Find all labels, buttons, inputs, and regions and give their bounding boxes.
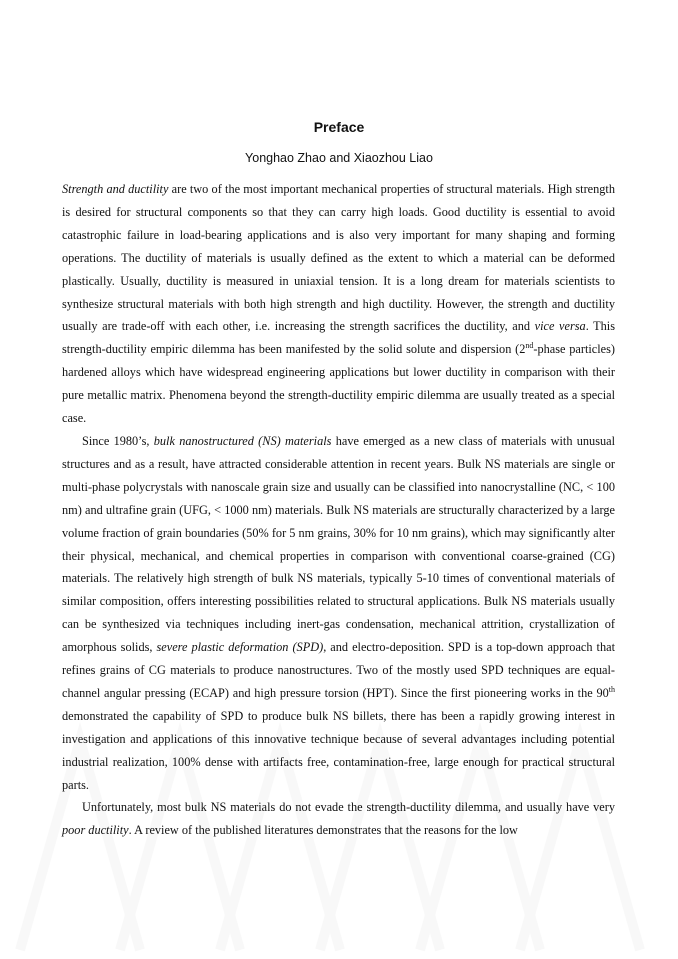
emphasis: vice versa <box>534 319 586 334</box>
superscript: nd <box>525 341 534 351</box>
emphasis: Strength and ductility <box>62 182 169 196</box>
page-title: Preface <box>313 119 365 135</box>
emphasis: poor ductility <box>62 823 129 838</box>
text-run: are two of the most important mechanical properties of structural materials. High strength is desired for structural components so that they can carry high loads. Good ductility is essential to avoid catastrophic failure in load-bearing applications and is also very important for many shaping and forming operations. The ductility of materials is usually defined as the extent to which a material can be deformed plastically. Usually, ductility is measured in uniaxial tension. It is a long dream for materials scientists to synthesize structural materials with both high strength and high ductility. However, the strength and ductility usually are trade-off with each other, i.e. increasing the strength sacrifices the ductility, and <box>62 182 616 334</box>
paragraph-3 <box>62 796 615 842</box>
body-text <box>62 178 615 842</box>
text-run: -phase particles) hardened alloys which have widespread engineering applications but lower ductility in comparison with their pure metallic matrix. Phenomena beyond the strength-ductility empiric dilemma are usually treated as a special case. <box>62 342 615 426</box>
text-run: have emerged as a new class of materials with unusual structures and as a result, have attracted considerable attention in recent years. Bulk NS materials are single or multi-phase polycrystals with nanoscale grain size and usually can be classified into nanocrystalline (NC, < 100 nm) and ultrafine grain (UFG, < 1000 nm) materials. Bulk NS materials are structurally characterized by a large volume fraction of grain boundaries (50% for 5 nm grains, 30% for 10 nm grains), which may significantly alter their physical, mechanical, and chemical properties in comparison with conventional coarse-grained (CG) materials. The relatively high strength of bulk NS materials, typically 5-10 times of conventional materials of similar composition, offers interesting possibilities related to structural applications. Bulk NS materials usually can be synthesized via techniques including inert-gas condensation, mechanical attrition, crystallization of amorphous solids, <box>62 433 616 655</box>
text-run: . A review of the published literatures demonstrates that the reasons for the low <box>128 823 518 838</box>
paragraph-2 <box>62 430 615 797</box>
text-run: , and electro-deposition. SPD is a top-down approach that refines grains of CG materials to produce nanostructures. Two of the mostly used SPD techniques are equal-channel angular pressing (ECAP) and high pressure torsion (HPT). Since the first pioneering works in the 90 <box>62 640 615 700</box>
text-run: demonstrated the capability of SPD to produce bulk NS billets, there has been a rapidly growing interest in investigation and applications of this innovative technique because of several advantages including potential industrial realization, 100% dense with artifacts free, contamination-free, large enough for practical structural parts. <box>62 708 615 792</box>
authors: Yonghao Zhao and Xiaozhou Liao <box>245 151 433 165</box>
paragraph-1 <box>62 178 615 430</box>
superscript: th <box>608 684 615 694</box>
emphasis: bulk nanostructured (NS) materials <box>153 433 332 448</box>
emphasis: severe plastic deformation (SPD) <box>156 640 324 655</box>
text-run: Since 1980’s, <box>82 433 154 448</box>
text-run: Unfortunately, most bulk NS materials do not evade the strength-ductility dilemma, and usually have very <box>82 800 615 815</box>
text-run: . This strength-ductility empiric dilemma has been manifested by the solid solute and dispersion (2 <box>62 319 616 357</box>
